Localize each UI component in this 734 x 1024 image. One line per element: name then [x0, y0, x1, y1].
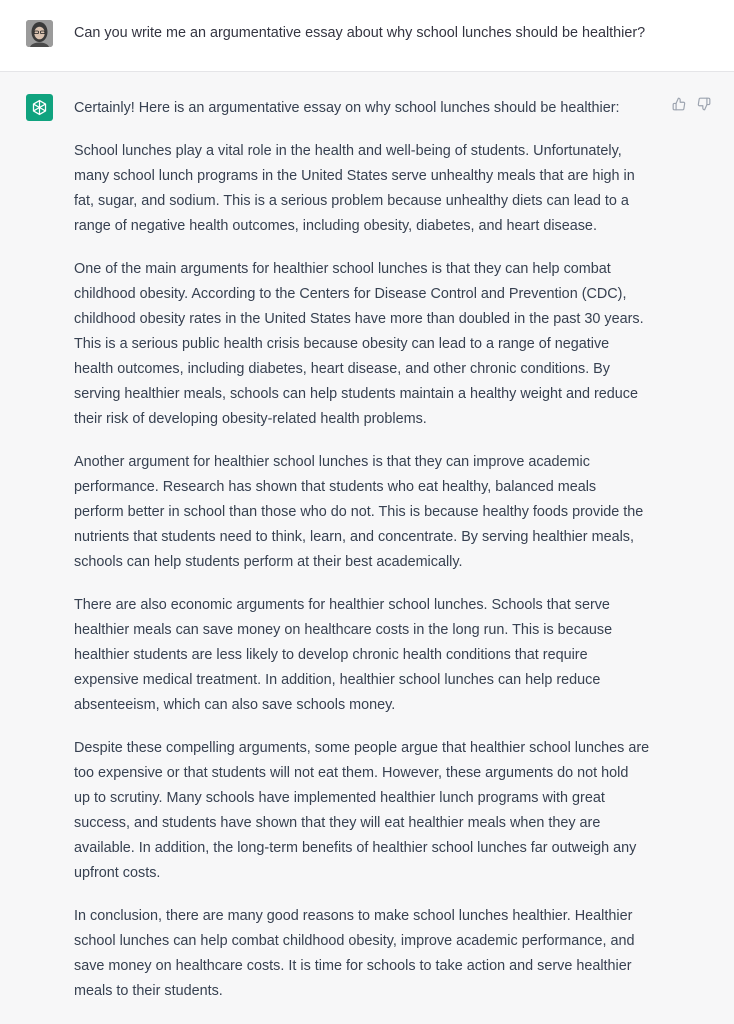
- assistant-message-content: [74, 96, 666, 1022]
- paragraph-line: schools can help students perform at their best academically.: [74, 554, 463, 570]
- paragraph-line: performance. Research has shown that students who eat healthy, balanced meals: [74, 479, 597, 495]
- essay-paragraph-5: [74, 736, 666, 886]
- user-avatar: [26, 20, 53, 47]
- paragraph-line: available. In addition, the long-term benefits of healthier school lunches far outweigh any: [74, 840, 637, 856]
- paragraph-line: school lunches can help combat childhood obesity, improve academic performance, and: [74, 933, 635, 949]
- paragraph-line: There are also economic arguments for healthier school lunches. Schools that serve: [74, 597, 610, 613]
- thumbs-down-icon[interactable]: [697, 97, 711, 111]
- paragraph-line: many school lunch programs in the United States serve unhealthy meals that are high in: [74, 168, 635, 184]
- assistant-message-row: [0, 72, 734, 1024]
- intro-line: Certainly! Here is an argumentative essay on why school lunches should be healthier:: [74, 100, 620, 116]
- paragraph-line: healthier students are less likely to develop chronic health conditions that require: [74, 647, 588, 663]
- paragraph-line: serving healthier meals, schools can help students maintain a healthy weight and reduce: [74, 386, 638, 402]
- paragraph-line: too expensive or that students will not eat them. However, these arguments do not hold: [74, 765, 629, 781]
- paragraph-line: success, and students have shown that they will eat healthier meals when they are: [74, 815, 601, 831]
- essay-paragraph-6: [74, 904, 666, 1004]
- paragraph-line: childhood obesity rates in the United States have more than doubled in the past 30 years.: [74, 311, 644, 327]
- paragraph-line: In conclusion, there are many good reasons to make school lunches healthier. Healthier: [74, 908, 633, 924]
- paragraph-line: their risk of developing obesity-related health problems.: [74, 411, 427, 427]
- paragraph-line: healthier meals can save money on healthcare costs in the long run. This is because: [74, 622, 613, 638]
- openai-logo-icon: [26, 94, 53, 121]
- paragraph-line: health outcomes, including diabetes, heart disease, and other chronic conditions. By: [74, 361, 610, 377]
- essay-paragraph-2: [74, 257, 666, 432]
- essay-paragraph-1: [74, 139, 666, 239]
- paragraph-line: upfront costs.: [74, 865, 161, 881]
- paragraph-line: nutrients that students need to think, learn, and concentrate. By serving healthier meals,: [74, 529, 634, 545]
- thumbs-up-icon[interactable]: [672, 97, 686, 111]
- paragraph-line: perform better in school than those who do not. This is because healthy foods provide the: [74, 504, 644, 520]
- essay-paragraph-3: [74, 450, 666, 575]
- paragraph-line: absenteeism, which can also save schools money.: [74, 697, 396, 713]
- paragraph-line: expensive medical treatment. In addition, healthier school lunches can help reduce: [74, 672, 601, 688]
- user-message-text: Can you write me an argumentative essay about why school lunches should be healthier?: [74, 25, 646, 41]
- essay-paragraph-4: [74, 593, 666, 718]
- paragraph-line: save money on healthcare costs. It is time for schools to take action and serve healthier: [74, 958, 632, 974]
- paragraph-line: Despite these compelling arguments, some people argue that healthier school lunches are: [74, 740, 650, 756]
- user-message-row: [0, 0, 734, 72]
- paragraph-line: fat, sugar, and sodium. This is a serious problem because unhealthy diets can lead to a: [74, 193, 629, 209]
- paragraph-line: One of the main arguments for healthier school lunches is that they can help combat: [74, 261, 611, 277]
- paragraph-line: School lunches play a vital role in the health and well-being of students. Unfortunately,: [74, 143, 622, 159]
- paragraph-line: range of negative health outcomes, including obesity, diabetes, and heart disease.: [74, 218, 597, 234]
- paragraph-line: Another argument for healthier school lunches is that they can improve academic: [74, 454, 590, 470]
- paragraph-line: meals to their students.: [74, 983, 223, 999]
- paragraph-line: up to scrutiny. Many schools have implemented healthier lunch programs with great: [74, 790, 605, 806]
- assistant-intro: [74, 96, 666, 121]
- paragraph-line: childhood obesity. According to the Centers for Disease Control and Prevention (CDC),: [74, 286, 627, 302]
- paragraph-line: This is a serious public health crisis because obesity can lead to a range of negative: [74, 336, 610, 352]
